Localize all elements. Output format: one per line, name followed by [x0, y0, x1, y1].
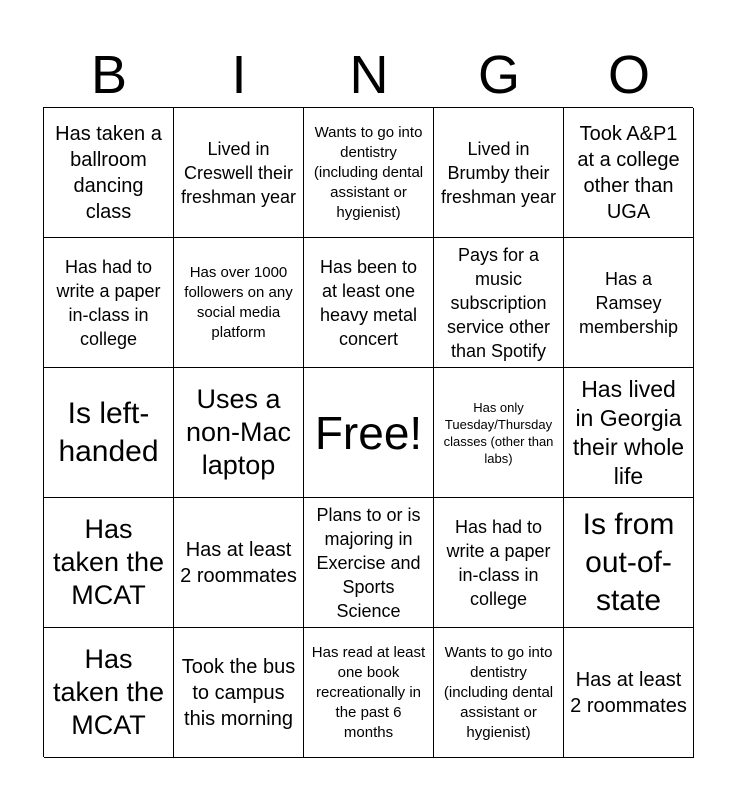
bingo-cell-text: Is from out-of-state: [582, 507, 675, 617]
bingo-cell-text: Uses a non-Mac laptop: [185, 384, 292, 480]
header-letter-n: N: [349, 45, 389, 105]
bingo-cell-text: Has at least 2 roommates: [180, 538, 297, 587]
bingo-cell-r3-c1[interactable]: [44, 368, 174, 498]
bingo-cell-text: Lived in Creswell their freshman year: [180, 138, 297, 207]
bingo-cell-r3-c5[interactable]: [564, 368, 694, 498]
bingo-cell-text: Lived in Brumby their freshman year: [440, 138, 557, 207]
bingo-cell-text: Has only Tuesday/Thursday classes (other than labs): [443, 399, 554, 466]
bingo-cell-text: Has taken the MCAT: [52, 514, 165, 610]
bingo-cell-r3-c4[interactable]: [434, 368, 564, 498]
bingo-grid: [43, 107, 693, 757]
bingo-cell-text: Is left-handed: [58, 396, 159, 468]
bingo-cell-text: Wants to go into dentistry (including dental assistant or hygienist): [443, 643, 554, 741]
bingo-cell-text: Has been to at least one heavy metal concert: [319, 256, 418, 349]
free-space-text: Free!: [314, 406, 423, 459]
header-letter-g: G: [477, 45, 520, 105]
bingo-cell-text: Has had to write a paper in-class in college: [56, 256, 161, 349]
header-letter-i: I: [231, 45, 247, 105]
bingo-cell-text: Pays for a music subscription service other than Spotify: [446, 244, 551, 361]
bingo-cell-r1-c4[interactable]: [434, 108, 564, 238]
bingo-cell-r2-c3[interactable]: [304, 238, 434, 368]
bingo-free-space[interactable]: [304, 368, 434, 498]
bingo-cell-r1-c1[interactable]: [44, 108, 174, 238]
bingo-cell-r5-c3[interactable]: [304, 628, 434, 758]
bingo-cell-text: Has over 1000 followers on any social media platform: [184, 263, 293, 341]
bingo-cell-r1-c5[interactable]: [564, 108, 694, 238]
bingo-cell-text: Plans to or is majoring in Exercise and Sports Science: [316, 504, 421, 621]
bingo-cell-text: Has lived in Georgia their whole life: [572, 375, 685, 489]
bingo-cell-text: Has at least 2 roommates: [570, 668, 687, 717]
bingo-cell-r5-c2[interactable]: [174, 628, 304, 758]
bingo-cell-text: Has read at least one book recreationally in the past 6 months: [311, 643, 426, 741]
bingo-cell-r2-c1[interactable]: [44, 238, 174, 368]
bingo-cell-text: Has a Ramsey membership: [578, 268, 679, 337]
bingo-cell-r5-c4[interactable]: [434, 628, 564, 758]
bingo-cell-r4-c3[interactable]: [304, 498, 434, 628]
bingo-cell-text: Wants to go into dentistry (including dental assistant or hygienist): [313, 123, 424, 221]
header-letter-o: O: [607, 45, 650, 105]
bingo-cell-r2-c4[interactable]: [434, 238, 564, 368]
bingo-cell-text: Has taken the MCAT: [52, 644, 165, 740]
bingo-cell-text: Has taken a ballroom dancing class: [55, 122, 162, 223]
bingo-cell-r4-c4[interactable]: [434, 498, 564, 628]
bingo-cell-r2-c2[interactable]: [174, 238, 304, 368]
bingo-cell-r4-c5[interactable]: [564, 498, 694, 628]
bingo-header: [44, 40, 694, 110]
header-letter-b: B: [90, 45, 128, 105]
bingo-cell-r1-c2[interactable]: [174, 108, 304, 238]
bingo-cell-r4-c2[interactable]: [174, 498, 304, 628]
bingo-cell-text: Took the bus to campus this morning: [181, 655, 296, 730]
bingo-cell-r3-c2[interactable]: [174, 368, 304, 498]
bingo-cell-r5-c1[interactable]: [44, 628, 174, 758]
bingo-cell-text: Took A&P1 at a college other than UGA: [577, 122, 680, 223]
bingo-cell-r1-c3[interactable]: [304, 108, 434, 238]
bingo-cell-r2-c5[interactable]: [564, 238, 694, 368]
bingo-cell-r5-c5[interactable]: [564, 628, 694, 758]
bingo-cell-r4-c1[interactable]: [44, 498, 174, 628]
bingo-cell-text: Has had to write a paper in-class in college: [446, 516, 551, 609]
